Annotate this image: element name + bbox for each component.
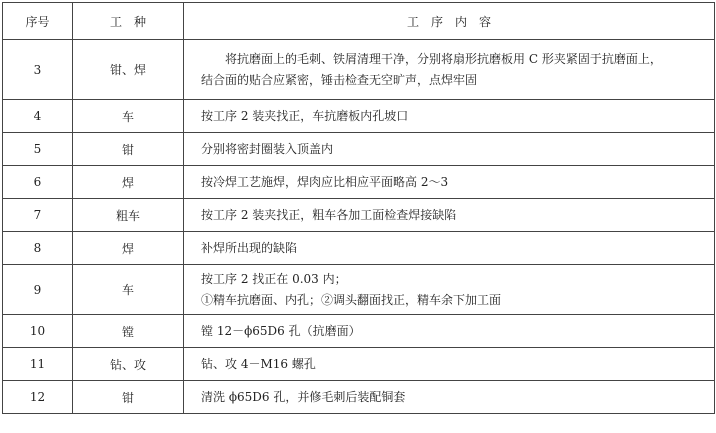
process-table (2, 2, 715, 414)
content-line: 将抗磨面上的毛刺、铁屑清理干净，分别将扇形抗磨板用 C 形夹紧固于抗磨面上， (225, 51, 662, 66)
header-type: 工 种 (73, 3, 184, 40)
cell-seq: 9 (3, 265, 73, 315)
cell-content (184, 315, 715, 348)
header-content: 工 序 内 容 (184, 3, 715, 40)
content-line: 镗 12－ϕ65D6 孔（抗磨面） (201, 323, 361, 338)
cell-seq: 4 (3, 100, 73, 133)
cell-content (184, 381, 715, 414)
table-row (3, 265, 715, 315)
cell-content (184, 232, 715, 265)
cell-type: 钳 (73, 133, 184, 166)
table-row (3, 100, 715, 133)
cell-seq: 12 (3, 381, 73, 414)
content-line: 补焊所出现的缺陷 (201, 240, 298, 255)
content-line: 按工序 2 装夹找正，车抗磨板内孔坡口 (201, 108, 409, 123)
cell-content (184, 100, 715, 133)
table-row (3, 232, 715, 265)
cell-type: 焊 (73, 232, 184, 265)
cell-type: 钳 (73, 381, 184, 414)
cell-content (184, 265, 715, 315)
content-line: 按冷焊工艺施焊，焊肉应比相应平面略高 2～3 (201, 174, 449, 189)
content-line: 分别将密封圈装入顶盖内 (201, 141, 334, 156)
cell-type: 钳、焊 (73, 40, 184, 100)
cell-seq: 3 (3, 40, 73, 100)
cell-type: 焊 (73, 166, 184, 199)
content-line: 清洗 ϕ65D6 孔，并修毛刺后装配铜套 (201, 389, 406, 404)
cell-type: 钻、攻 (73, 348, 184, 381)
content-line: 结合面的贴合应紧密，锤击检查无空旷声，点焊牢固 (201, 72, 478, 87)
cell-type: 粗车 (73, 199, 184, 232)
table-row (3, 199, 715, 232)
table-row (3, 133, 715, 166)
cell-seq: 10 (3, 315, 73, 348)
cell-content (184, 133, 715, 166)
cell-content (184, 348, 715, 381)
content-line: 钻、攻 4－M16 螺孔 (201, 356, 316, 371)
cell-seq: 5 (3, 133, 73, 166)
header-seq: 序号 (3, 3, 73, 40)
header-row (3, 3, 715, 40)
cell-seq: 8 (3, 232, 73, 265)
cell-type: 车 (73, 100, 184, 133)
content-line: ①精车抗磨面、内孔；②调头翻面找正，精车余下加工面 (201, 292, 502, 307)
content-line: 按工序 2 装夹找正，粗车各加工面检查焊接缺陷 (201, 207, 457, 222)
table-row (3, 348, 715, 381)
table-row (3, 40, 715, 100)
cell-type: 车 (73, 265, 184, 315)
cell-content (184, 166, 715, 199)
table-row (3, 315, 715, 348)
table-row (3, 381, 715, 414)
cell-content (184, 199, 715, 232)
cell-type: 镗 (73, 315, 184, 348)
cell-seq: 7 (3, 199, 73, 232)
cell-seq: 6 (3, 166, 73, 199)
cell-seq: 11 (3, 348, 73, 381)
table-body (3, 40, 715, 414)
cell-content (184, 40, 715, 100)
content-line: 按工序 2 找正在 0.03 内； (201, 271, 347, 286)
table-row (3, 166, 715, 199)
